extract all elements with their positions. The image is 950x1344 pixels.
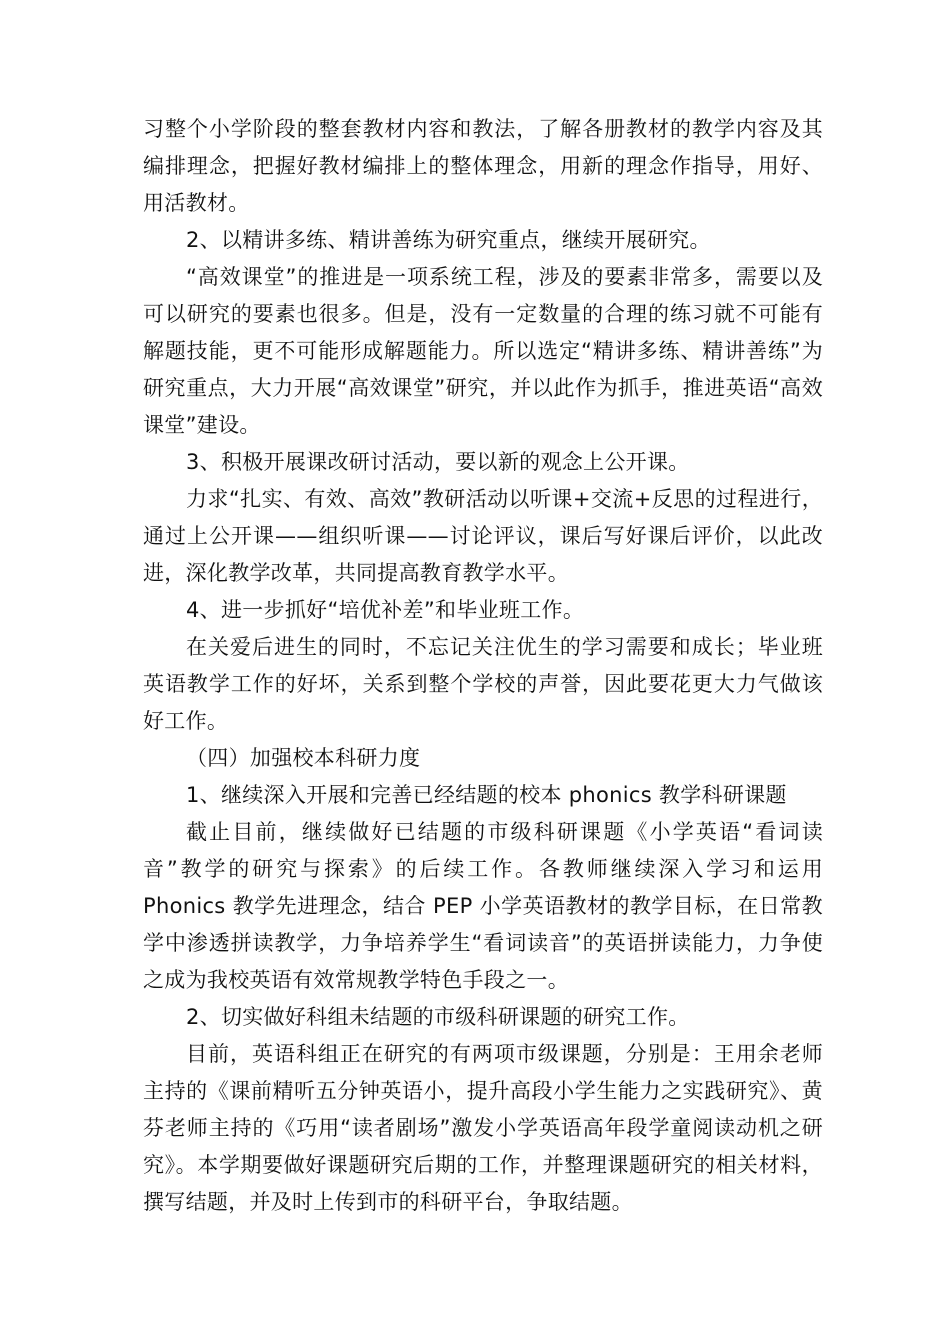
document-body: [143, 111, 823, 1221]
paragraph-graduating-class: 在关爱后进生的同时，不忘记关注优生的学习需要和成长；毕业班英语教学工作的好坏，关系到整个学校的声誉，因此要花更大力气做该好工作。: [143, 635, 823, 733]
subsection-item-1-heading: 1、继续深入开展和完善已经结题的校本 phonics 教学科研课题: [186, 783, 787, 807]
section-item-3-heading: 3、积极开展课改研讨活动，要以新的观念上公开课。: [186, 450, 690, 474]
section-item-4-heading: 4、进一步抓好“培优补差”和毕业班工作。: [186, 598, 585, 622]
paragraph-open-class: 力求“扎实、有效、高效”教研活动以听课+交流+反思的过程进行，通过上公开课——组织听课——讨论评议，课后写好课后评价，以此改进，深化教学改革，共同提高教育教学水平。: [143, 487, 823, 585]
section-four-heading: （四）加强校本科研力度: [186, 746, 421, 770]
paragraph-continuation: 习整个小学阶段的整套教材内容和教法，了解各册教材的教学内容及其编排理念，把握好教材编排上的整体理念，用新的理念作指导，用好、用活教材。: [143, 117, 823, 215]
paragraph-municipal-projects: 目前，英语科组正在研究的有两项市级课题，分别是：王用余老师主持的《课前精听五分钟英语小，提升高段小学生能力之实践研究》、黄芬老师主持的《巧用“读者剧场”激发小学英语高年段学童阅读动机之研究》。本学期要做好课题研究后期的工作，并整理课题研究的相关材料，撰写结题，并及时上传到市的科研平台，争取结题。: [143, 1042, 823, 1214]
paragraph-efficient-classroom: “高效课堂”的推进是一项系统工程，涉及的要素非常多，需要以及可以研究的要素也很多。但是，没有一定数量的合理的练习就不可能有解题技能，更不可能形成解题能力。所以选定“精讲多练、精讲善练”为研究重点，大力开展“高效课堂”研究，并以此作为抓手，推进英语“高效课堂”建设。: [143, 265, 823, 437]
paragraph-phonics-research: 截止目前，继续做好已结题的市级科研课题《小学英语“看词读音”教学的研究与探索》的后续工作。各教师继续深入学习和运用 Phonics 教学先进理念，结合 PEP 小学英语教材的教学目标，在日常教学中渗透拼读教学，力争培养学生“看词读音”的英语拼读能力，力争使之成为我校英语有效常规教学特色手段之一。: [143, 820, 823, 992]
subsection-item-2-heading: 2、切实做好科组未结题的市级科研课题的研究工作。: [186, 1005, 690, 1029]
section-item-2-heading: 2、以精讲多练、精讲善练为研究重点，继续开展研究。: [186, 228, 711, 252]
